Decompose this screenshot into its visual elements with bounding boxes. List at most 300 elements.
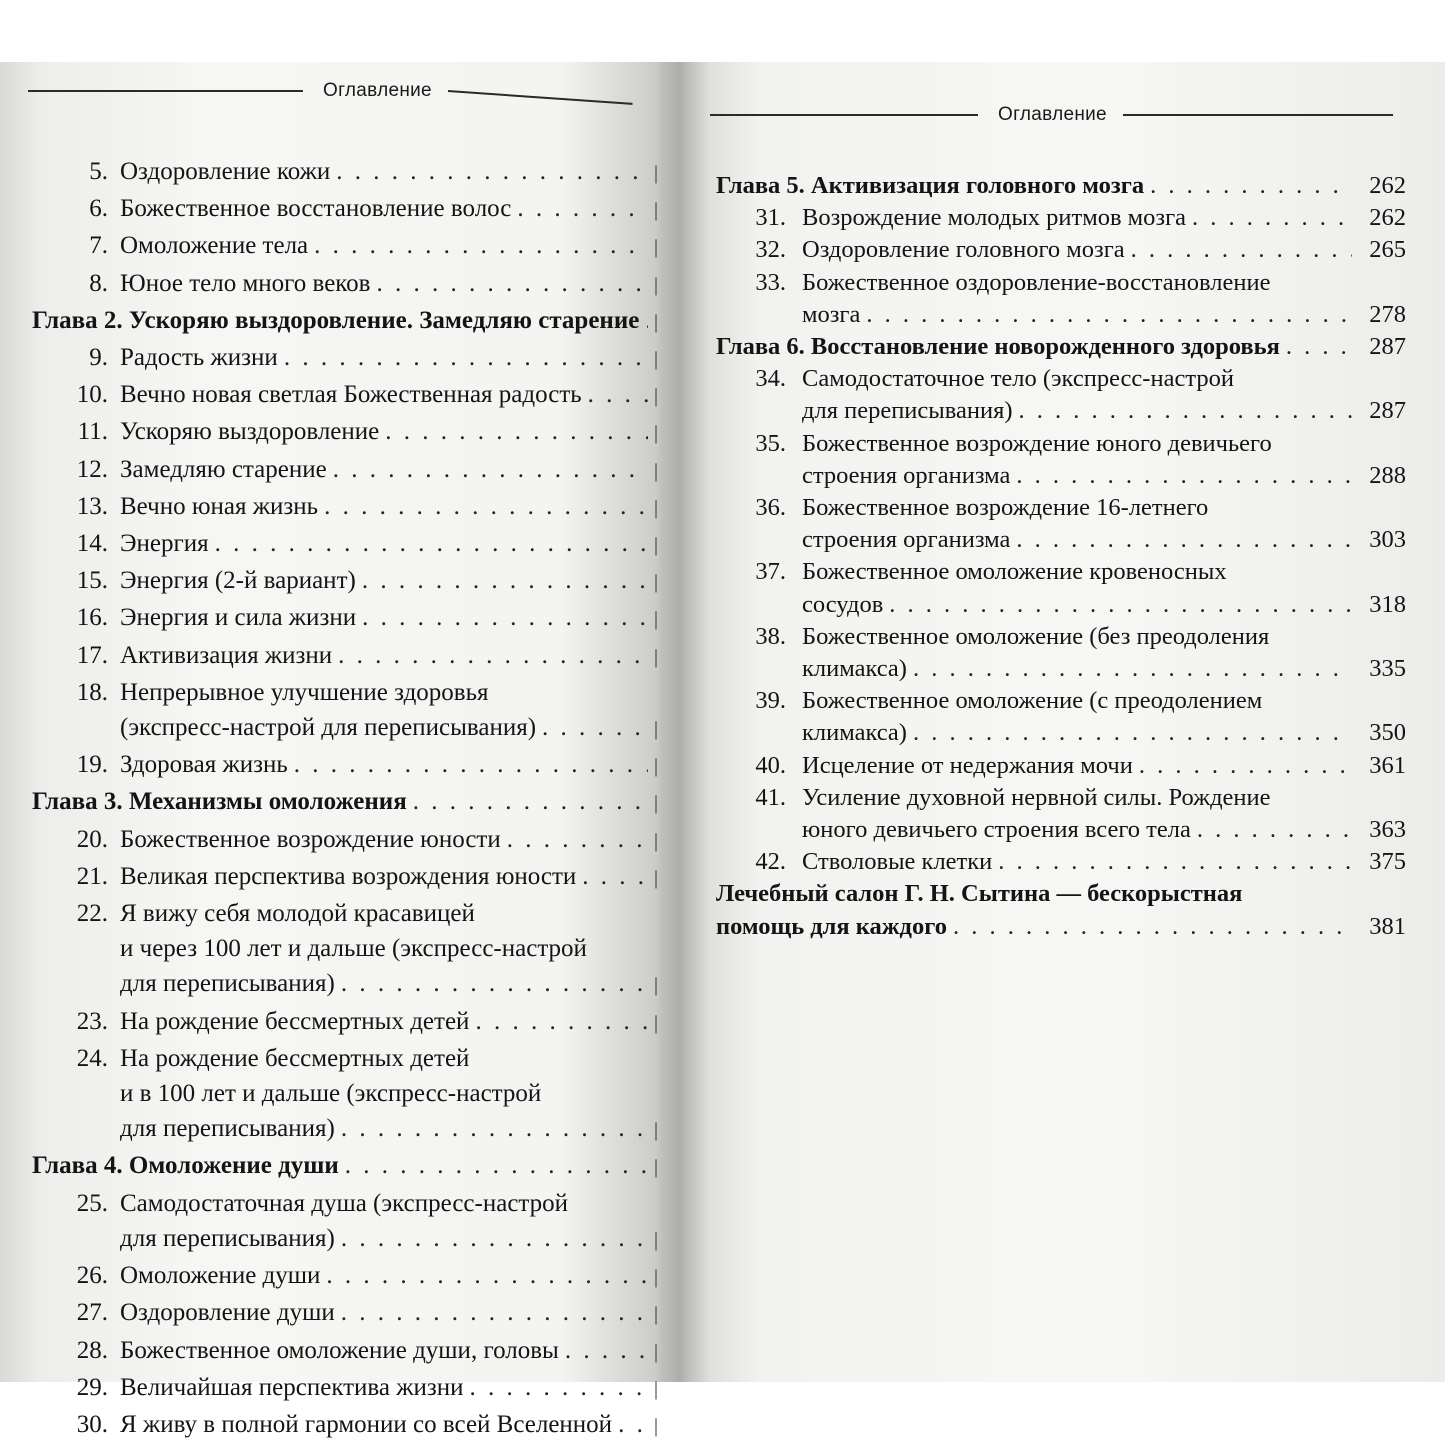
leader-dots <box>588 377 648 412</box>
page-number: 350 <box>1369 719 1406 747</box>
entry-body <box>120 896 662 1004</box>
entry-title: и через 100 лет и дальше (экспресс-настрой <box>120 935 587 963</box>
page-number: 265 <box>1369 236 1406 264</box>
entry-line <box>120 859 662 896</box>
entry-line <box>120 563 662 600</box>
entry-body <box>120 154 662 191</box>
entry-line <box>802 750 1406 782</box>
entry-body <box>802 556 1406 620</box>
entry-title: Активизация жизни <box>120 641 333 669</box>
entry-number: 32. <box>755 236 786 264</box>
entry-body <box>120 452 662 489</box>
entry-title: Глава 3. Механизмы омоложения <box>32 788 407 816</box>
entry-title: Божественное омоложение кровеносных <box>802 558 1227 586</box>
toc-entry <box>716 363 1406 427</box>
entry-number: 20. <box>76 825 108 853</box>
entry-line <box>802 717 1406 749</box>
leader-dots <box>542 710 648 745</box>
entry-number: 31. <box>755 204 786 232</box>
entry-body <box>716 170 1406 202</box>
entry-number: 21. <box>76 862 108 890</box>
entry-line <box>120 1407 662 1444</box>
entry-line <box>32 784 662 821</box>
entry-line <box>120 1076 662 1111</box>
entry-body <box>120 1333 662 1370</box>
entry-line <box>802 395 1406 427</box>
leader-dots <box>284 340 648 375</box>
entry-body <box>32 303 662 340</box>
leader-dots <box>517 191 648 226</box>
leader-dots <box>314 228 648 263</box>
entry-line <box>120 600 662 637</box>
entry-title: строения организма <box>802 461 1011 489</box>
entry-body <box>120 1186 662 1258</box>
entry-line <box>802 685 1406 717</box>
entry-title: На рождение бессмертных детей <box>120 1044 470 1072</box>
toc-entry <box>32 1258 662 1295</box>
entry-line <box>120 489 662 526</box>
toc-entry <box>32 1407 662 1444</box>
leader-dots <box>336 154 648 189</box>
leader-dots <box>1019 395 1352 427</box>
entry-line <box>120 266 662 303</box>
entry-title: климакса) <box>802 719 907 747</box>
entry-number: 38. <box>755 622 786 650</box>
entry-title: Замедляю старение <box>120 455 327 483</box>
entry-number: 33. <box>755 268 786 296</box>
page-number <box>654 1148 662 1185</box>
entry-number: 19. <box>76 751 108 779</box>
entry-title: Вечно юная жизнь <box>120 492 319 520</box>
page-number <box>654 600 662 637</box>
entry-title: Лечебный салон Г. Н. Сытина — бескорыстная <box>716 880 1243 908</box>
toc-chapter <box>716 170 1406 202</box>
leader-dots <box>341 966 648 1001</box>
entry-title: Самодостаточная душа (экспресс-настрой <box>120 1189 569 1217</box>
page-number <box>654 1004 662 1041</box>
entry-line <box>120 1041 662 1076</box>
entry-body <box>120 822 662 859</box>
toc-entry <box>32 452 662 489</box>
entry-line <box>32 303 662 340</box>
leader-dots <box>582 859 648 894</box>
entry-title: Божественное оздоровление-восстановление <box>802 268 1271 296</box>
entry-body <box>120 638 662 675</box>
page-number <box>654 638 662 675</box>
entry-body <box>120 600 662 637</box>
entry-body <box>120 1004 662 1041</box>
entry-body <box>802 428 1406 492</box>
entry-number: 15. <box>76 567 108 595</box>
entry-number: 11. <box>77 418 108 446</box>
entry-title: Ускоряю выздоровление <box>120 418 380 446</box>
entry-body <box>802 267 1406 331</box>
entry-number: 40. <box>755 751 786 779</box>
leader-dots <box>1016 460 1352 492</box>
toc-entry <box>32 377 662 414</box>
toc-entry <box>716 556 1406 620</box>
entry-line <box>120 896 662 931</box>
toc-entry <box>32 191 662 228</box>
toc-chapter <box>716 331 1406 363</box>
entry-number: 16. <box>76 604 108 632</box>
leader-dots <box>413 784 648 819</box>
page-number: 262 <box>1369 204 1406 232</box>
page-number <box>654 822 662 859</box>
page-number <box>654 859 662 896</box>
page-number: 363 <box>1369 816 1406 844</box>
entry-body <box>716 331 1406 363</box>
leader-dots <box>333 452 648 487</box>
toc-entry <box>32 154 662 191</box>
page-number: 381 <box>1369 912 1406 940</box>
toc-entry <box>716 202 1406 234</box>
entry-line <box>802 653 1406 685</box>
page-number <box>654 1258 662 1295</box>
entry-number: 35. <box>755 429 786 457</box>
page-number <box>654 266 662 303</box>
entry-body <box>120 675 662 747</box>
entry-body <box>120 563 662 600</box>
entry-number: 23. <box>76 1007 108 1035</box>
leader-dots <box>645 303 648 338</box>
entry-title: и в 100 лет и дальше (экспресс-настрой <box>120 1080 542 1108</box>
entry-title: Энергия <box>120 530 209 558</box>
entry-line <box>802 524 1406 556</box>
entry-number: 24. <box>76 1044 108 1072</box>
toc-chapter <box>32 784 662 821</box>
leader-dots <box>866 299 1352 331</box>
toc-entry <box>32 600 662 637</box>
right-page <box>706 62 1445 1382</box>
entry-title: Глава 4. Омоложение души <box>32 1152 339 1180</box>
page-number: 278 <box>1369 300 1406 328</box>
entry-body <box>120 266 662 303</box>
page-number: 287 <box>1369 397 1406 425</box>
entry-title: Я живу в полной гармонии со всей Вселенной <box>120 1410 613 1438</box>
entry-number: 6. <box>89 195 108 223</box>
leader-dots <box>1016 524 1352 556</box>
page-number: 288 <box>1369 461 1406 489</box>
entry-line <box>120 931 662 966</box>
leader-dots <box>338 638 648 673</box>
leader-dots <box>1139 750 1352 782</box>
page-number <box>654 1370 662 1407</box>
page-number <box>654 563 662 600</box>
page-number <box>654 303 662 340</box>
entry-body <box>802 846 1406 878</box>
entry-title: строения организма <box>802 526 1011 554</box>
leader-dots <box>998 846 1352 878</box>
leader-dots <box>362 600 648 635</box>
entry-title: Оздоровление головного мозга <box>802 236 1125 264</box>
page-number: 303 <box>1369 526 1406 554</box>
entry-number: 18. <box>76 678 108 706</box>
entry-body <box>120 1258 662 1295</box>
page-number: 375 <box>1369 848 1406 876</box>
page-number <box>654 1221 662 1258</box>
entry-title: Божественное возрождение 16-летнего <box>802 494 1209 522</box>
toc-entry <box>716 782 1406 846</box>
entry-body <box>120 747 662 784</box>
toc-chapter <box>32 303 662 340</box>
toc-entry <box>32 1041 662 1149</box>
toc-entry <box>32 859 662 896</box>
entry-body <box>120 414 662 451</box>
toc-entry <box>32 747 662 784</box>
entry-title: Вечно новая светлая Божественная радость <box>120 381 582 409</box>
entry-line <box>716 331 1406 363</box>
page-number <box>654 191 662 228</box>
entry-line <box>120 191 662 228</box>
entry-line <box>120 1295 662 1332</box>
entry-title: Божественное восстановление волос <box>120 195 512 223</box>
entry-number: 13. <box>76 492 108 520</box>
page-number <box>654 784 662 821</box>
entry-line <box>120 1004 662 1041</box>
entry-body <box>120 191 662 228</box>
running-head-title: Оглавление <box>323 80 432 101</box>
entry-body <box>120 1370 662 1407</box>
running-head-left <box>28 80 640 102</box>
toc-entry <box>32 822 662 859</box>
toc-entry <box>32 896 662 1004</box>
entry-line <box>120 1370 662 1407</box>
toc-chapter <box>32 1148 662 1185</box>
leader-dots <box>362 563 648 598</box>
entry-number: 14. <box>76 530 108 558</box>
entry-line <box>120 747 662 784</box>
entry-title: Оздоровление кожи <box>120 158 331 185</box>
entry-body <box>32 784 662 821</box>
entry-number: 25. <box>76 1189 108 1217</box>
entry-title: Омоложение тела <box>120 232 309 260</box>
entry-body <box>802 782 1406 846</box>
entry-line <box>120 710 662 747</box>
running-head-title: Оглавление <box>998 104 1107 125</box>
entry-body <box>120 377 662 414</box>
toc-entry <box>32 1295 662 1332</box>
entry-body <box>802 363 1406 427</box>
entry-number: 41. <box>755 783 786 811</box>
entry-line <box>120 1111 662 1148</box>
entry-title: Исцеление от недержания мочи <box>802 751 1133 779</box>
entry-line <box>120 154 662 191</box>
entry-title: Глава 5. Активизация головного мозга <box>716 172 1145 199</box>
entry-line <box>802 428 1406 460</box>
entry-line <box>120 414 662 451</box>
page-number: 361 <box>1369 751 1406 779</box>
entry-body <box>120 1041 662 1149</box>
leader-dots <box>345 1148 648 1183</box>
entry-title: сосудов <box>802 590 884 618</box>
running-head-right <box>710 104 1400 126</box>
header-rule <box>1123 114 1393 116</box>
entry-body <box>120 489 662 526</box>
entry-line <box>120 822 662 859</box>
entry-line <box>802 492 1406 524</box>
toc-entry <box>32 1186 662 1258</box>
toc-entry <box>716 267 1406 331</box>
toc-entry <box>32 340 662 377</box>
entry-title: Глава 2. Ускоряю выздоровление. Замедляю старение <box>32 306 640 334</box>
entry-title: Оздоровление души <box>120 1299 335 1327</box>
entry-title: Божественное омоложение (с преодолением <box>802 687 1263 715</box>
toc-entry <box>32 266 662 303</box>
entry-line <box>120 452 662 489</box>
entry-body <box>716 878 1406 942</box>
entry-line <box>120 1186 662 1221</box>
entry-title: Возрождение молодых ритмов мозга <box>802 204 1187 232</box>
page-number <box>654 966 662 1003</box>
entry-line <box>120 1258 662 1295</box>
entry-number: 34. <box>755 365 786 393</box>
toc-list-left <box>32 154 662 1444</box>
entry-line <box>802 202 1406 234</box>
entry-number: 30. <box>76 1410 108 1438</box>
entry-title: Я вижу себя молодой красавицей <box>120 900 475 928</box>
entry-line <box>802 782 1406 814</box>
leader-dots <box>913 717 1352 749</box>
entry-title: Глава 6. Восстановление новорожденного здоровья <box>716 333 1280 361</box>
entry-number: 7. <box>89 232 108 260</box>
entry-body <box>802 492 1406 556</box>
leader-dots <box>1150 170 1352 202</box>
entry-line <box>802 556 1406 588</box>
toc-entry <box>32 414 662 451</box>
entry-title: Здоровая жизнь <box>120 751 288 779</box>
leader-dots <box>889 589 1352 621</box>
header-rule <box>28 90 303 92</box>
toc-entry <box>716 750 1406 782</box>
leader-dots <box>475 1004 648 1039</box>
page-number <box>654 1295 662 1332</box>
entry-line <box>802 589 1406 621</box>
page-number: 318 <box>1369 590 1406 618</box>
page-number <box>654 1111 662 1148</box>
entry-line <box>802 814 1406 846</box>
leader-dots <box>326 1258 648 1293</box>
leader-dots <box>341 1295 648 1330</box>
entry-title: мозга <box>802 300 861 328</box>
page-number <box>654 747 662 784</box>
toc-entry <box>32 1333 662 1370</box>
leader-dots <box>1192 202 1352 234</box>
entry-number: 10. <box>76 381 108 409</box>
entry-number: 37. <box>755 558 786 586</box>
leader-dots <box>215 526 648 561</box>
entry-line <box>716 170 1406 202</box>
page-number: 287 <box>1369 333 1406 361</box>
toc-entry <box>32 1004 662 1041</box>
entry-title: Божественное возрождение юности <box>120 825 501 853</box>
entry-line <box>802 846 1406 878</box>
entry-body <box>802 202 1406 234</box>
toc-chapter <box>716 878 1406 942</box>
entry-line <box>802 299 1406 331</box>
entry-line <box>120 966 662 1003</box>
entry-body <box>120 859 662 896</box>
entry-line <box>32 1148 662 1185</box>
page-number <box>654 340 662 377</box>
toc-entry <box>32 228 662 265</box>
entry-title: Божественное омоложение (без преодоления <box>802 622 1270 650</box>
leader-dots <box>377 266 649 301</box>
entry-body <box>120 1295 662 1332</box>
header-rule <box>710 114 978 116</box>
entry-title: Божественное возрождение юного девичьего <box>802 429 1272 457</box>
page-number <box>654 710 662 747</box>
entry-number: 29. <box>76 1373 108 1401</box>
toc-entry <box>32 563 662 600</box>
entry-title: Стволовые клетки <box>802 848 993 876</box>
entry-number: 8. <box>89 269 108 297</box>
leader-dots <box>385 414 648 449</box>
page-number <box>654 452 662 489</box>
entry-line <box>120 340 662 377</box>
entry-title: (экспресс-настрой для переписывания) <box>120 714 537 742</box>
entry-title: Непрерывное улучшение здоровья <box>120 678 489 706</box>
leader-dots <box>1286 331 1352 363</box>
entry-title: климакса) <box>802 655 907 683</box>
entry-line <box>802 460 1406 492</box>
toc-entry <box>716 621 1406 685</box>
entry-title: Радость жизни <box>120 344 278 372</box>
entry-title: Омоложение души <box>120 1262 321 1290</box>
page-number <box>654 489 662 526</box>
entry-line <box>120 675 662 710</box>
leader-dots <box>341 1111 648 1146</box>
entry-line <box>802 621 1406 653</box>
toc-entry <box>716 685 1406 749</box>
entry-title: Юное тело много веков <box>120 269 371 297</box>
entry-body <box>32 1148 662 1185</box>
entry-number: 17. <box>76 641 108 669</box>
toc-entry <box>716 234 1406 266</box>
entry-title: Энергия и сила жизни <box>120 604 357 632</box>
leader-dots <box>294 747 648 782</box>
entry-title: Божественное омоложение души, головы <box>120 1336 559 1364</box>
leader-dots <box>507 822 648 857</box>
entry-body <box>802 750 1406 782</box>
header-rule <box>448 90 633 104</box>
entry-title: Энергия (2-й вариант) <box>120 567 356 595</box>
leader-dots <box>470 1370 648 1405</box>
entry-line <box>120 1333 662 1370</box>
toc-entry <box>716 492 1406 556</box>
entry-title: для переписывания) <box>802 397 1013 425</box>
book-gutter <box>655 62 710 1382</box>
page-number <box>654 1333 662 1370</box>
toc-entry <box>716 428 1406 492</box>
leader-dots <box>565 1333 648 1368</box>
entry-number: 26. <box>76 1262 108 1290</box>
left-page <box>0 62 660 1438</box>
page-number: 335 <box>1369 655 1406 683</box>
leader-dots <box>324 489 648 524</box>
entry-number: 22. <box>76 900 108 928</box>
entry-body <box>120 340 662 377</box>
toc-entry <box>32 675 662 747</box>
page-number: 262 <box>1369 172 1406 199</box>
entry-title: Усиление духовной нервной силы. Рождение <box>802 783 1271 811</box>
entry-line <box>802 234 1406 266</box>
entry-title: помощь для каждого <box>716 912 947 940</box>
entry-line <box>120 526 662 563</box>
leader-dots <box>1131 234 1352 266</box>
entry-body <box>120 526 662 563</box>
toc-entry <box>32 1370 662 1407</box>
